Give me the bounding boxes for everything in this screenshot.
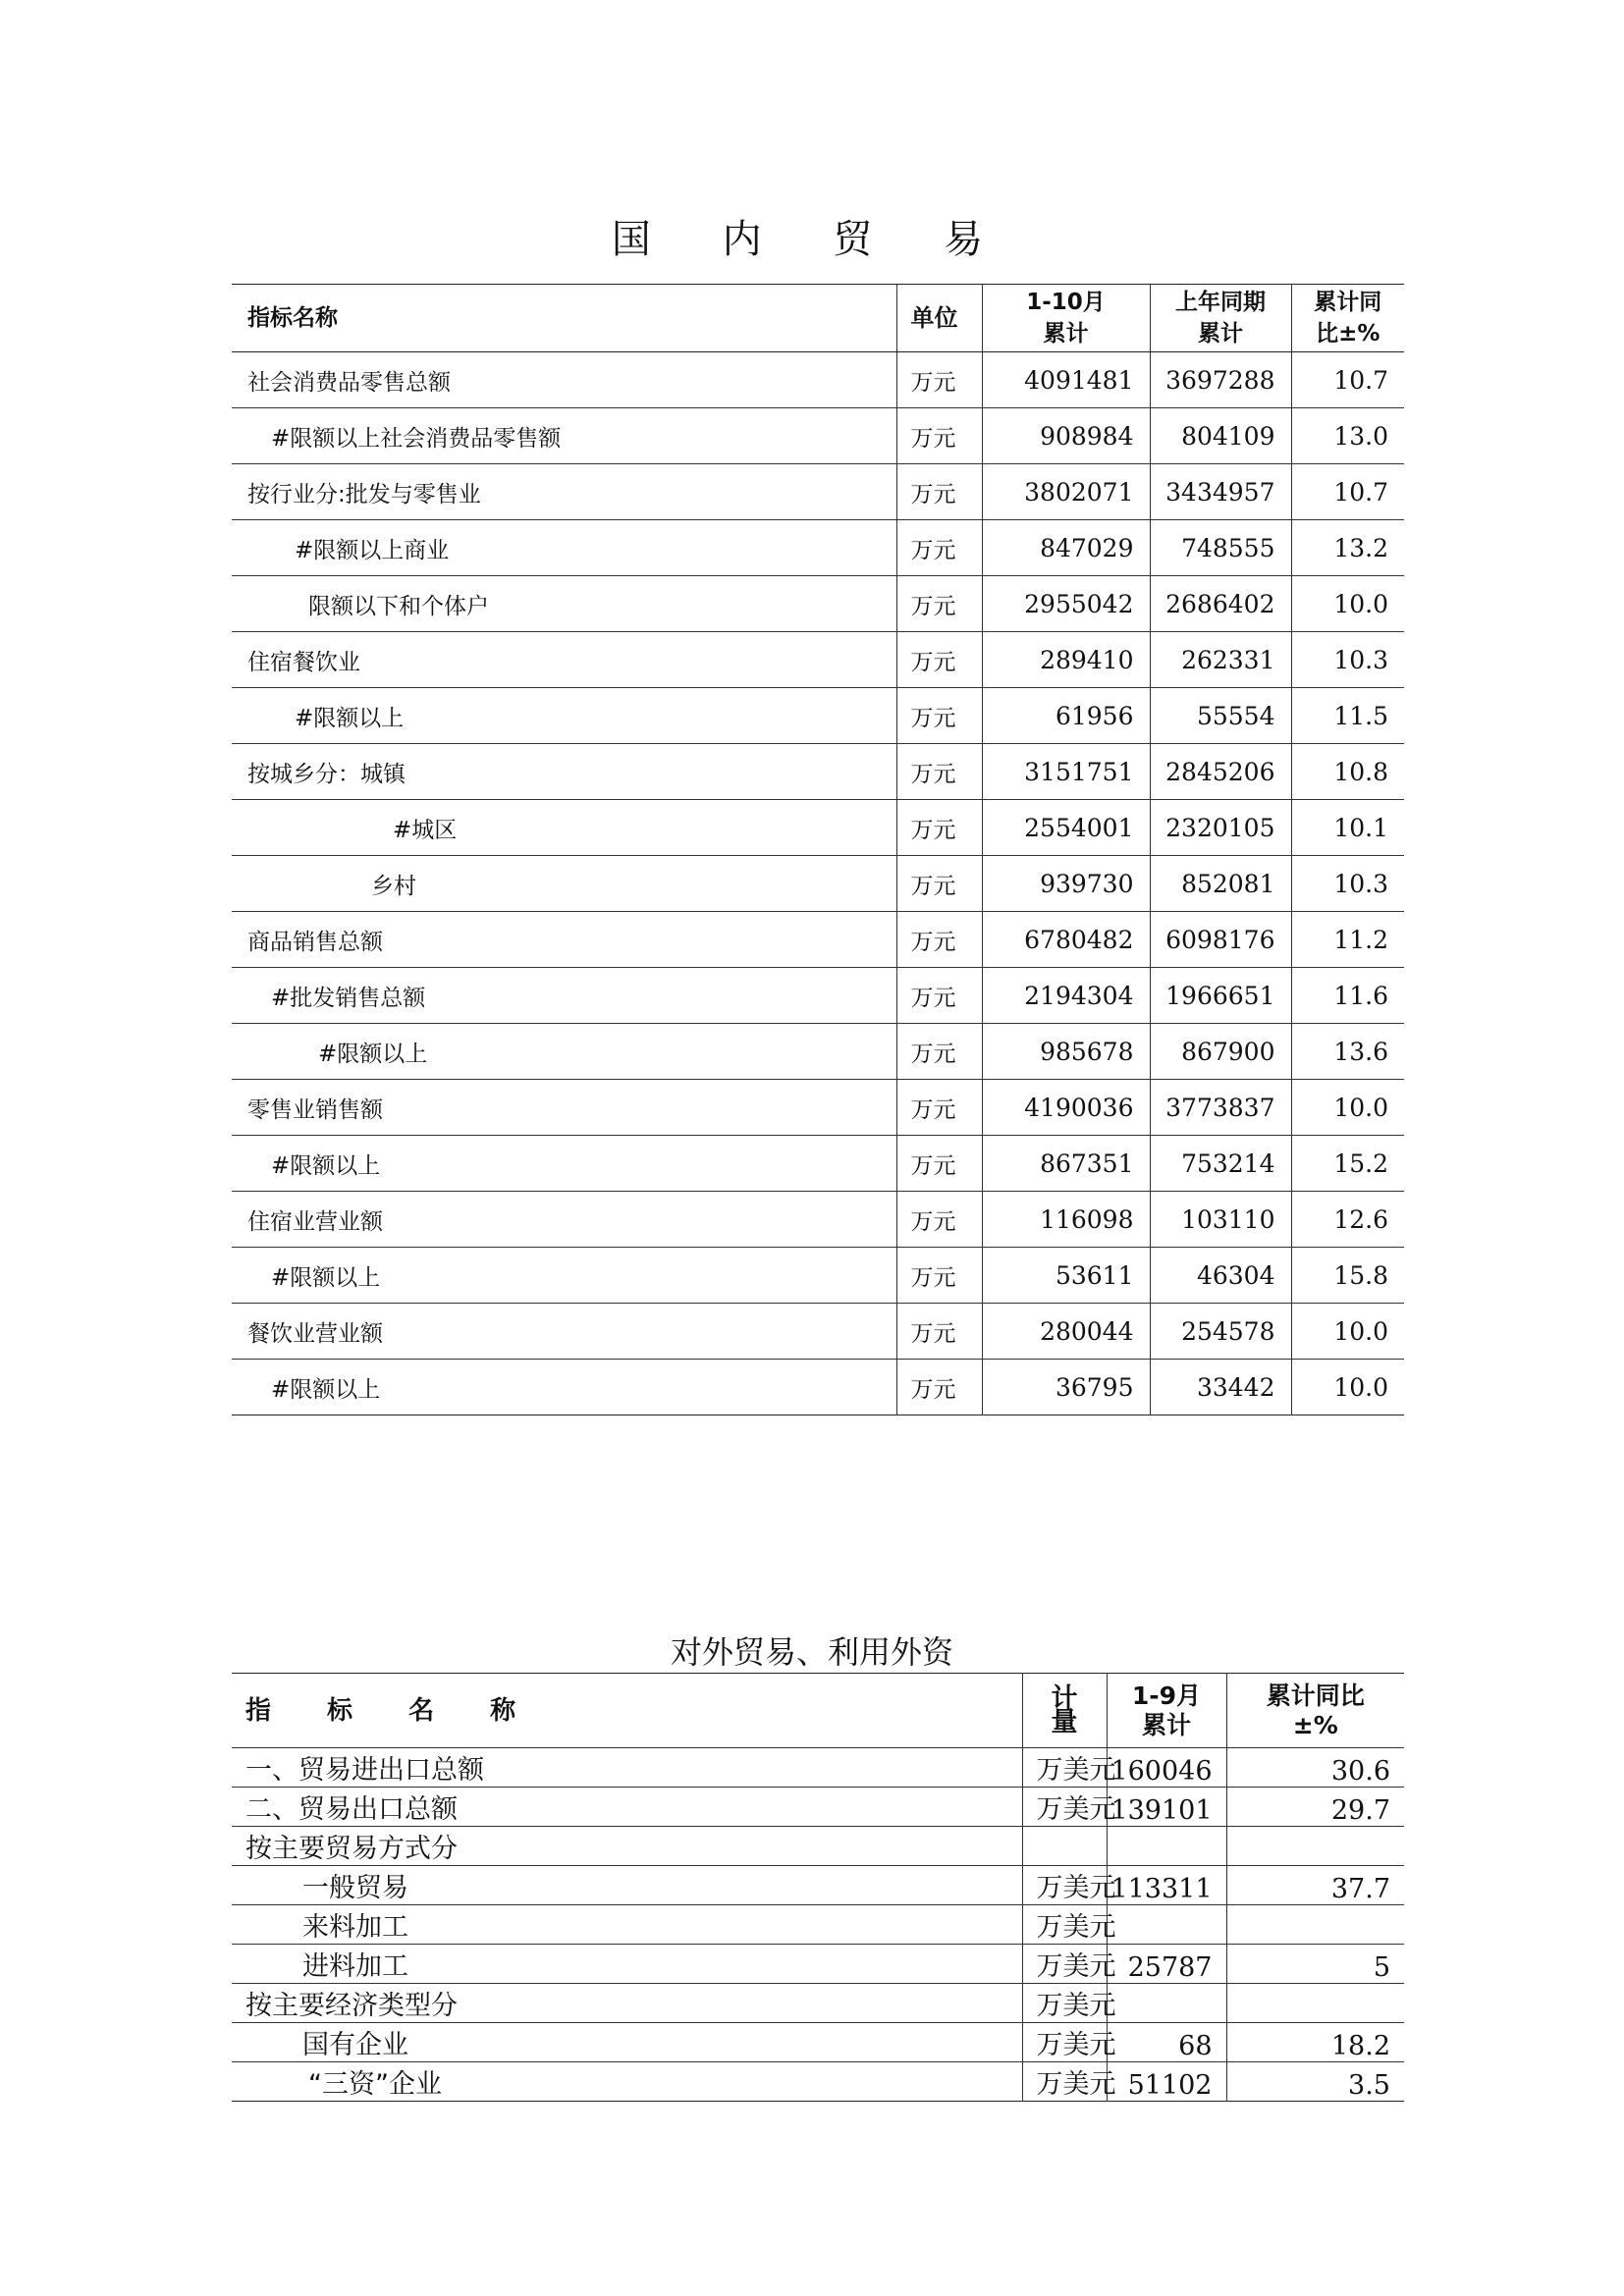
row-name: #限额以上 xyxy=(232,1024,896,1080)
table-row xyxy=(232,1866,1404,1905)
row-current: 139101 xyxy=(1107,1788,1226,1827)
row-current: 3151751 xyxy=(982,744,1150,800)
row-unit: 万美元 xyxy=(1022,1945,1107,1984)
row-yoy: 11.6 xyxy=(1291,968,1404,1024)
row-yoy: 10.0 xyxy=(1291,1304,1404,1360)
header-unit: 单位 xyxy=(896,285,982,352)
header-current-line1: 1-10月 xyxy=(1026,290,1106,315)
row-current: 51102 xyxy=(1107,2062,1226,2102)
row-unit: 万元 xyxy=(896,800,982,856)
row-previous: 804109 xyxy=(1150,408,1291,464)
row-previous: 46304 xyxy=(1150,1248,1291,1304)
row-current: 280044 xyxy=(982,1304,1150,1360)
row-yoy: 10.3 xyxy=(1291,632,1404,688)
row-previous: 3434957 xyxy=(1150,464,1291,520)
header-current-cumulative xyxy=(982,285,1150,352)
row-yoy: 13.6 xyxy=(1291,1024,1404,1080)
row-yoy: 13.0 xyxy=(1291,408,1404,464)
row-name: #批发销售总额 xyxy=(232,968,896,1024)
row-unit: 万元 xyxy=(896,968,982,1024)
table-row xyxy=(232,1984,1404,2023)
table-row xyxy=(232,520,1404,576)
row-yoy xyxy=(1226,1905,1404,1945)
header-indicator-name: 指 标 名 称 xyxy=(232,1674,1022,1748)
row-yoy: 10.8 xyxy=(1291,744,1404,800)
row-name: 餐饮业营业额 xyxy=(232,1304,896,1360)
row-yoy xyxy=(1226,1827,1404,1866)
row-unit: 万元 xyxy=(896,1136,982,1192)
row-yoy xyxy=(1226,1984,1404,2023)
row-current: 68 xyxy=(1107,2023,1226,2062)
row-name: 二、贸易出口总额 xyxy=(232,1788,1022,1827)
header-yoy-line1: 累计同 xyxy=(1314,290,1382,315)
row-previous: 2845206 xyxy=(1150,744,1291,800)
row-previous: 55554 xyxy=(1150,688,1291,744)
row-unit: 万美元 xyxy=(1022,1905,1107,1945)
table-row xyxy=(232,1080,1404,1136)
row-current: 3802071 xyxy=(982,464,1150,520)
table-row xyxy=(232,1788,1404,1827)
row-unit: 万美元 xyxy=(1022,1984,1107,2023)
row-yoy: 5 xyxy=(1226,1945,1404,1984)
table-row xyxy=(232,856,1404,912)
row-previous: 2320105 xyxy=(1150,800,1291,856)
row-current: 2194304 xyxy=(982,968,1150,1024)
row-current: 4091481 xyxy=(982,352,1150,408)
row-yoy: 10.7 xyxy=(1291,352,1404,408)
row-name: #限额以上商业 xyxy=(232,520,896,576)
row-current: 36795 xyxy=(982,1360,1150,1415)
header-current-line1: 1-9月 xyxy=(1131,1681,1202,1710)
row-name: 社会消费品零售总额 xyxy=(247,369,451,396)
header-previous-line1: 上年同期 xyxy=(1175,290,1266,315)
row-name: #城区 xyxy=(232,800,896,856)
row-unit: 万元 xyxy=(896,632,982,688)
row-name: 住宿业营业额 xyxy=(232,1192,896,1248)
row-yoy: 3.5 xyxy=(1226,2062,1404,2102)
row-current: 847029 xyxy=(982,520,1150,576)
row-yoy: 11.5 xyxy=(1291,688,1404,744)
row-yoy: 13.2 xyxy=(1291,520,1404,576)
row-name: #限额以上 xyxy=(232,1248,896,1304)
row-current: 2955042 xyxy=(982,576,1150,632)
table-row xyxy=(232,1827,1404,1866)
row-unit: 万元 xyxy=(896,408,982,464)
row-previous: 852081 xyxy=(1150,856,1291,912)
header-yoy-line2: ±% xyxy=(1292,1710,1338,1739)
header-yoy-line1: 累计同比 xyxy=(1266,1681,1365,1710)
row-yoy: 15.2 xyxy=(1291,1136,1404,1192)
header-previous-cumulative xyxy=(1150,285,1291,352)
row-name: #限额以上社会消费品零售额 xyxy=(232,408,896,464)
row-previous: 33442 xyxy=(1150,1360,1291,1415)
row-yoy: 12.6 xyxy=(1291,1192,1404,1248)
row-current: 53611 xyxy=(982,1248,1150,1304)
row-yoy: 15.8 xyxy=(1291,1248,1404,1304)
table-row xyxy=(232,1945,1404,1984)
row-current: 4190036 xyxy=(982,1080,1150,1136)
row-current: 867351 xyxy=(982,1136,1150,1192)
row-yoy: 18.2 xyxy=(1226,2023,1404,2062)
table-row xyxy=(232,408,1404,464)
header-previous-line2: 累计 xyxy=(1198,321,1243,347)
row-previous: 262331 xyxy=(1150,632,1291,688)
table-row xyxy=(232,1248,1404,1304)
row-current: 908984 xyxy=(982,408,1150,464)
row-unit: 万美元 xyxy=(1022,1866,1107,1905)
row-name: 商品销售总额 xyxy=(232,912,896,968)
row-name: 按行业分:批发与零售业 xyxy=(232,464,896,520)
row-name: 住宿餐饮业 xyxy=(232,632,896,688)
row-previous: 254578 xyxy=(1150,1304,1291,1360)
row-previous: 753214 xyxy=(1150,1136,1291,1192)
header-current-line2: 累计 xyxy=(1043,321,1089,347)
row-unit: 万元 xyxy=(896,744,982,800)
table-row xyxy=(232,576,1404,632)
header-unit-line2: 量 xyxy=(1051,1706,1078,1737)
row-unit xyxy=(1022,1827,1107,1866)
header-indicator-name: 指标名称 xyxy=(232,285,896,352)
row-yoy: 37.7 xyxy=(1226,1866,1404,1905)
header-unit xyxy=(1022,1674,1107,1748)
row-name: 按主要经济类型分 xyxy=(232,1984,1022,2023)
row-unit: 万元 xyxy=(896,1248,982,1304)
table-header-row xyxy=(232,1674,1404,1748)
foreign-trade-title: 对外贸易、利用外资 xyxy=(670,1633,953,1671)
row-name: 乡村 xyxy=(232,856,896,912)
row-yoy: 10.0 xyxy=(1291,1080,1404,1136)
row-unit: 万元 xyxy=(896,464,982,520)
foreign-trade-table xyxy=(232,1673,1404,2102)
row-yoy: 10.0 xyxy=(1291,576,1404,632)
row-previous: 748555 xyxy=(1150,520,1291,576)
table-row xyxy=(232,2023,1404,2062)
header-yoy xyxy=(1226,1674,1404,1748)
row-unit: 万美元 xyxy=(1022,2062,1107,2102)
table-row xyxy=(232,1024,1404,1080)
row-current: 61956 xyxy=(982,688,1150,744)
row-unit: 万元 xyxy=(896,1360,982,1415)
row-current: 2554001 xyxy=(982,800,1150,856)
row-yoy: 29.7 xyxy=(1226,1788,1404,1827)
row-name: “三资”企业 xyxy=(232,2062,1022,2102)
row-name: 来料加工 xyxy=(232,1905,1022,1945)
table-row xyxy=(232,688,1404,744)
row-yoy: 10.0 xyxy=(1291,1360,1404,1415)
row-current: 160046 xyxy=(1107,1748,1226,1788)
table-row xyxy=(232,968,1404,1024)
row-name: 限额以下和个体户 xyxy=(232,576,896,632)
row-current: 289410 xyxy=(982,632,1150,688)
table-row xyxy=(232,1748,1404,1788)
table-row xyxy=(232,2062,1404,2102)
row-name: 进料加工 xyxy=(232,1945,1022,1984)
row-unit: 万元 xyxy=(896,1080,982,1136)
row-name: #限额以上 xyxy=(232,1136,896,1192)
domestic-trade-table xyxy=(232,284,1404,1415)
row-previous: 1966651 xyxy=(1150,968,1291,1024)
row-unit: 万元 xyxy=(896,1304,982,1360)
table-row xyxy=(232,1136,1404,1192)
row-yoy: 30.6 xyxy=(1226,1748,1404,1788)
row-previous: 3773837 xyxy=(1150,1080,1291,1136)
row-unit: 万美元 xyxy=(1022,2023,1107,2062)
row-current xyxy=(1107,1905,1226,1945)
row-name: #限额以上 xyxy=(232,1360,896,1415)
row-name: 国有企业 xyxy=(232,2023,1022,2062)
row-previous: 6098176 xyxy=(1150,912,1291,968)
domestic-trade-title: 国 内 贸 易 xyxy=(611,217,1013,262)
header-unit-line1: 计 xyxy=(1051,1682,1078,1714)
row-previous: 3697288 xyxy=(1150,352,1291,408)
row-unit: 万元 xyxy=(896,912,982,968)
row-yoy: 10.7 xyxy=(1291,464,1404,520)
row-yoy: 11.2 xyxy=(1291,912,1404,968)
row-name: 按主要贸易方式分 xyxy=(232,1827,1022,1866)
row-current xyxy=(1107,1984,1226,2023)
row-unit: 万美元 xyxy=(1022,1788,1107,1827)
table-row xyxy=(232,1304,1404,1360)
row-yoy: 10.1 xyxy=(1291,800,1404,856)
header-yoy-line2: 比±% xyxy=(1316,321,1380,347)
row-current: 939730 xyxy=(982,856,1150,912)
row-current: 985678 xyxy=(982,1024,1150,1080)
row-unit: 万元 xyxy=(896,352,982,408)
header-yoy xyxy=(1291,285,1404,352)
table-row xyxy=(232,1192,1404,1248)
row-yoy: 10.3 xyxy=(1291,856,1404,912)
table-row xyxy=(232,800,1404,856)
row-unit: 万元 xyxy=(896,856,982,912)
header-current-line2: 累计 xyxy=(1141,1710,1191,1739)
row-current xyxy=(1107,1827,1226,1866)
row-previous: 2686402 xyxy=(1150,576,1291,632)
row-unit: 万元 xyxy=(896,520,982,576)
table-header-row xyxy=(232,285,1404,352)
row-unit: 万元 xyxy=(896,688,982,744)
row-name: 一般贸易 xyxy=(232,1866,1022,1905)
row-name: 按城乡分：城镇 xyxy=(232,744,896,800)
row-name: 一、贸易进出口总额 xyxy=(245,1755,484,1786)
row-name: #限额以上 xyxy=(232,688,896,744)
table-row xyxy=(232,744,1404,800)
row-current: 116098 xyxy=(982,1192,1150,1248)
table-row xyxy=(232,464,1404,520)
row-unit: 万美元 xyxy=(1022,1748,1107,1788)
row-unit: 万元 xyxy=(896,1024,982,1080)
table-row xyxy=(232,1360,1404,1415)
row-current: 25787 xyxy=(1107,1945,1226,1984)
row-current: 6780482 xyxy=(982,912,1150,968)
row-name: 零售业销售额 xyxy=(232,1080,896,1136)
table-row xyxy=(232,352,1404,408)
row-previous: 867900 xyxy=(1150,1024,1291,1080)
row-unit: 万元 xyxy=(896,576,982,632)
row-previous: 103110 xyxy=(1150,1192,1291,1248)
table-row xyxy=(232,912,1404,968)
row-current: 113311 xyxy=(1107,1866,1226,1905)
row-unit: 万元 xyxy=(896,1192,982,1248)
table-row xyxy=(232,1905,1404,1945)
table-row xyxy=(232,632,1404,688)
header-current-cumulative xyxy=(1107,1674,1226,1748)
